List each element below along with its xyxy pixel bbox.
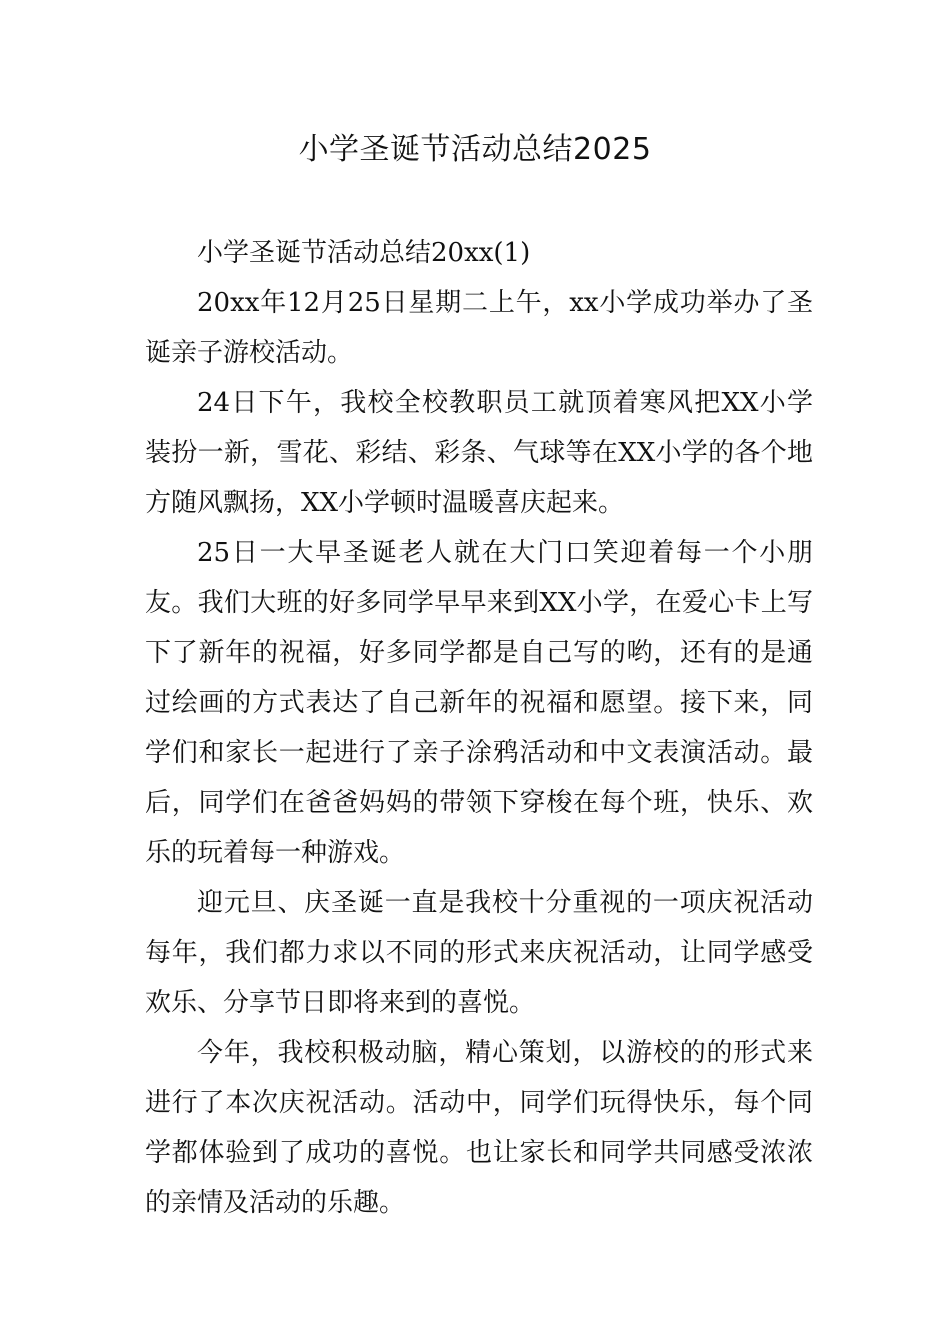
document-title: 小学圣诞节活动总结2025 <box>298 132 652 167</box>
paragraph-subheading: 小学圣诞节活动总结20xx(1) <box>197 238 531 268</box>
paragraph: 20xx年12月25日星期二上午，xx小学成功举办了圣诞亲子游校活动。 <box>145 288 813 368</box>
paragraph: 今年，我校积极动脑，精心策划，以游校的的形式来进行了本次庆祝活动。活动中，同学们玩得快乐，每个同学都体验到了成功的喜悦。也让家长和同学共同感受浓浓的亲情及活动的乐趣。 <box>145 1038 813 1218</box>
paragraph: 25日一大早圣诞老人就在大门口笑迎着每一个小朋友。我们大班的好多同学早早来到XX小学，在爱心卡上写下了新年的祝福，好多同学都是自己写的哟，还有的是通过绘画的方式表达了自己新年的祝福和愿望。接下来，同学们和家长一起进行了亲子涂鸦活动和中文表演活动。最后，同学们在爸爸妈妈的带领下穿梭在每个班，快乐、欢乐的玩着每一种游戏。 <box>145 538 813 868</box>
paragraph: 24日下午，我校全校教职员工就顶着寒风把XX小学装扮一新，雪花、彩结、彩条、气球等在XX小学的各个地方随风飘扬，XX小学顿时温暖喜庆起来。 <box>145 388 813 518</box>
document-body <box>145 228 813 1228</box>
paragraph: 迎元旦、庆圣诞一直是我校十分重视的一项庆祝活动每年，我们都力求以不同的形式来庆祝活动，让同学感受欢乐、分享节日即将来到的喜悦。 <box>145 888 813 1018</box>
